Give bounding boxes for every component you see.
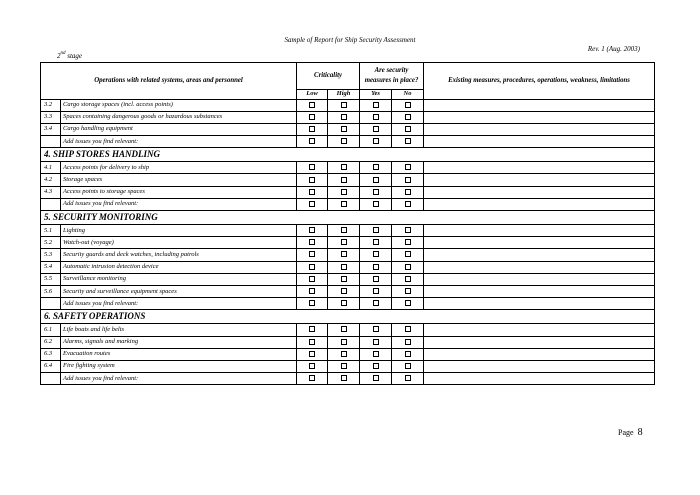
checkbox-no[interactable] — [405, 251, 411, 257]
checkbox-high[interactable] — [341, 351, 347, 357]
checkbox-yes[interactable] — [373, 339, 379, 345]
checkbox-high[interactable] — [341, 339, 347, 345]
section-header-row — [41, 211, 655, 225]
section-title: 4. SHIP STORES HANDLING — [41, 148, 655, 162]
checkbox-no-cell — [392, 298, 424, 310]
checkbox-no[interactable] — [405, 363, 411, 369]
checkbox-no[interactable] — [405, 138, 411, 144]
checkbox-low[interactable] — [309, 339, 315, 345]
checkbox-low[interactable] — [309, 227, 315, 233]
row-number: 5.2 — [41, 237, 61, 249]
existing-measures-cell[interactable] — [424, 225, 655, 237]
checkbox-no[interactable] — [405, 300, 411, 306]
checkbox-low[interactable] — [309, 326, 315, 332]
row-label: Fire fighting system — [61, 360, 297, 372]
checkbox-no-cell — [392, 99, 424, 111]
row-label: Storage spaces — [61, 174, 297, 186]
checkbox-yes[interactable] — [373, 351, 379, 357]
checkbox-no-cell — [392, 111, 424, 123]
row-label: Cargo storage spaces (incl. access points) — [61, 99, 297, 111]
checkbox-no-cell — [392, 123, 424, 135]
checkbox-high-cell — [328, 237, 360, 249]
checkbox-low[interactable] — [309, 189, 315, 195]
checkbox-low-cell — [297, 225, 328, 237]
checkbox-high-cell — [328, 285, 360, 297]
row-number: 4.3 — [41, 186, 61, 198]
row-number: 3.2 — [41, 99, 61, 111]
checkbox-high[interactable] — [341, 126, 347, 132]
checkbox-high[interactable] — [341, 189, 347, 195]
checkbox-low-cell — [297, 336, 328, 348]
checkbox-low[interactable] — [309, 239, 315, 245]
checkbox-yes[interactable] — [373, 227, 379, 233]
checkbox-yes[interactable] — [373, 102, 379, 108]
table-body — [41, 99, 655, 385]
stage-suffix: nd — [60, 51, 66, 56]
row-label: Add issues you find relevant: — [61, 136, 297, 148]
checkbox-low-cell — [297, 285, 328, 297]
subheader-low: Low — [297, 90, 328, 100]
row-label: Security guards and deck watches, including patrols — [61, 249, 297, 261]
checkbox-no-cell — [392, 261, 424, 273]
checkbox-yes-cell — [360, 261, 392, 273]
existing-measures-cell[interactable] — [424, 198, 655, 210]
checkbox-yes-cell — [360, 225, 392, 237]
checkbox-high-cell — [328, 348, 360, 360]
checkbox-no[interactable] — [405, 375, 411, 381]
checkbox-yes-cell — [360, 373, 392, 385]
checkbox-low-cell — [297, 298, 328, 310]
table-row — [41, 298, 655, 310]
checkbox-high-cell — [328, 111, 360, 123]
checkbox-low-cell — [297, 136, 328, 148]
checkbox-yes-cell — [360, 348, 392, 360]
section-header-row — [41, 310, 655, 324]
checkbox-low[interactable] — [309, 276, 315, 282]
checkbox-low-cell — [297, 99, 328, 111]
checkbox-no[interactable] — [405, 351, 411, 357]
table-row — [41, 261, 655, 273]
checkbox-no-cell — [392, 162, 424, 174]
subheader-high: High — [328, 90, 360, 100]
checkbox-yes-cell — [360, 111, 392, 123]
row-number — [41, 298, 61, 310]
checkbox-low-cell — [297, 249, 328, 261]
row-label: Watch-out (voyage) — [61, 237, 297, 249]
checkbox-low-cell — [297, 198, 328, 210]
checkbox-high[interactable] — [341, 177, 347, 183]
row-number: 4.2 — [41, 174, 61, 186]
checkbox-high[interactable] — [341, 164, 347, 170]
checkbox-no-cell — [392, 198, 424, 210]
checkbox-yes[interactable] — [373, 177, 379, 183]
checkbox-yes[interactable] — [373, 164, 379, 170]
checkbox-yes[interactable] — [373, 363, 379, 369]
checkbox-low[interactable] — [309, 102, 315, 108]
col-header-criticality: Criticality — [297, 63, 360, 90]
checkbox-low[interactable] — [309, 251, 315, 257]
checkbox-low[interactable] — [309, 138, 315, 144]
checkbox-yes-cell — [360, 99, 392, 111]
checkbox-yes[interactable] — [373, 126, 379, 132]
checkbox-no[interactable] — [405, 227, 411, 233]
table-row — [41, 99, 655, 111]
revision-label: Rev. 1 (Aug. 2003) — [587, 45, 640, 53]
checkbox-no[interactable] — [405, 102, 411, 108]
checkbox-high-cell — [328, 249, 360, 261]
existing-measures-cell[interactable] — [424, 324, 655, 336]
checkbox-high-cell — [328, 123, 360, 135]
checkbox-no-cell — [392, 348, 424, 360]
checkbox-no-cell — [392, 174, 424, 186]
subheader-yes: Yes — [360, 90, 392, 100]
checkbox-high-cell — [328, 298, 360, 310]
existing-measures-cell[interactable] — [424, 162, 655, 174]
checkbox-yes-cell — [360, 285, 392, 297]
table-row — [41, 225, 655, 237]
checkbox-no[interactable] — [405, 126, 411, 132]
checkbox-no-cell — [392, 360, 424, 372]
checkbox-low-cell — [297, 373, 328, 385]
checkbox-yes[interactable] — [373, 300, 379, 306]
stage-number: 2 — [57, 52, 61, 60]
existing-measures-cell[interactable] — [424, 348, 655, 360]
checkbox-yes-cell — [360, 249, 392, 261]
checkbox-no[interactable] — [405, 164, 411, 170]
checkbox-yes[interactable] — [373, 288, 379, 294]
assessment-table — [40, 62, 655, 385]
checkbox-yes-cell — [360, 186, 392, 198]
checkbox-no-cell — [392, 285, 424, 297]
checkbox-low[interactable] — [309, 201, 315, 207]
col-header-existing-measures: Existing measures, procedures, operations, weakness, limitations — [424, 63, 655, 100]
checkbox-yes[interactable] — [373, 138, 379, 144]
checkbox-yes-cell — [360, 298, 392, 310]
row-label: Add issues you find relevant: — [61, 373, 297, 385]
row-label: Lighting — [61, 225, 297, 237]
checkbox-low-cell — [297, 162, 328, 174]
existing-measures-cell[interactable] — [424, 261, 655, 273]
row-number: 6.1 — [41, 324, 61, 336]
row-label: Security and surveillance equipment spaces — [61, 285, 297, 297]
checkbox-high[interactable] — [341, 138, 347, 144]
checkbox-yes-cell — [360, 123, 392, 135]
checkbox-high-cell — [328, 324, 360, 336]
checkbox-no-cell — [392, 237, 424, 249]
checkbox-low-cell — [297, 348, 328, 360]
table-row — [41, 162, 655, 174]
table-row — [41, 123, 655, 135]
row-number — [41, 136, 61, 148]
row-label: Access points for delivery to ship — [61, 162, 297, 174]
checkbox-high[interactable] — [341, 102, 347, 108]
row-number: 5.3 — [41, 249, 61, 261]
checkbox-yes-cell — [360, 237, 392, 249]
checkbox-no[interactable] — [405, 276, 411, 282]
checkbox-no[interactable] — [405, 201, 411, 207]
checkbox-yes-cell — [360, 162, 392, 174]
checkbox-high[interactable] — [341, 288, 347, 294]
checkbox-high[interactable] — [341, 375, 347, 381]
row-label: Alarms, signals and marking — [61, 336, 297, 348]
row-number: 6.4 — [41, 360, 61, 372]
checkbox-high[interactable] — [341, 114, 347, 120]
checkbox-high[interactable] — [341, 276, 347, 282]
table-row — [41, 285, 655, 297]
section-header-row — [41, 148, 655, 162]
checkbox-no[interactable] — [405, 326, 411, 332]
existing-measures-cell[interactable] — [424, 360, 655, 372]
row-number: 5.4 — [41, 261, 61, 273]
checkbox-low-cell — [297, 186, 328, 198]
checkbox-low-cell — [297, 273, 328, 285]
row-number: 4.1 — [41, 162, 61, 174]
checkbox-yes[interactable] — [373, 189, 379, 195]
checkbox-no-cell — [392, 273, 424, 285]
checkbox-high-cell — [328, 336, 360, 348]
checkbox-low[interactable] — [309, 288, 315, 294]
existing-measures-cell[interactable] — [424, 237, 655, 249]
existing-measures-cell[interactable] — [424, 99, 655, 111]
checkbox-low[interactable] — [309, 375, 315, 381]
row-number: 5.6 — [41, 285, 61, 297]
existing-measures-cell[interactable] — [424, 174, 655, 186]
checkbox-no-cell — [392, 324, 424, 336]
checkbox-no-cell — [392, 136, 424, 148]
checkbox-high-cell — [328, 360, 360, 372]
existing-measures-cell[interactable] — [424, 186, 655, 198]
col-header-security-measures: Are security measures in place? — [360, 63, 424, 90]
table-row — [41, 174, 655, 186]
checkbox-yes[interactable] — [373, 201, 379, 207]
section-title: 6. SAFETY OPERATIONS — [41, 310, 655, 324]
checkbox-high-cell — [328, 261, 360, 273]
checkbox-no[interactable] — [405, 339, 411, 345]
row-label: Add issues you find relevant: — [61, 198, 297, 210]
table-row — [41, 336, 655, 348]
table-row — [41, 111, 655, 123]
row-label: Access points to storage spaces — [61, 186, 297, 198]
stage-label — [57, 52, 82, 60]
checkbox-yes-cell — [360, 360, 392, 372]
checkbox-low[interactable] — [309, 126, 315, 132]
checkbox-yes-cell — [360, 336, 392, 348]
checkbox-yes[interactable] — [373, 114, 379, 120]
row-label: Automatic intrusion detection device — [61, 261, 297, 273]
checkbox-high[interactable] — [341, 227, 347, 233]
table-row — [41, 273, 655, 285]
checkbox-low[interactable] — [309, 264, 315, 270]
document-title: Sample of Report for Ship Security Assessment — [284, 36, 416, 44]
checkbox-yes[interactable] — [373, 276, 379, 282]
checkbox-low-cell — [297, 360, 328, 372]
row-label: Evacuation routes — [61, 348, 297, 360]
row-number: 3.4 — [41, 123, 61, 135]
subheader-no: No — [392, 90, 424, 100]
table-row — [41, 198, 655, 210]
checkbox-no-cell — [392, 373, 424, 385]
checkbox-no[interactable] — [405, 189, 411, 195]
row-number: 6.2 — [41, 336, 61, 348]
checkbox-no[interactable] — [405, 288, 411, 294]
checkbox-no[interactable] — [405, 177, 411, 183]
table-row — [41, 136, 655, 148]
checkbox-low-cell — [297, 111, 328, 123]
checkbox-yes-cell — [360, 273, 392, 285]
checkbox-low[interactable] — [309, 177, 315, 183]
checkbox-no[interactable] — [405, 264, 411, 270]
checkbox-high-cell — [328, 174, 360, 186]
checkbox-high[interactable] — [341, 201, 347, 207]
checkbox-yes[interactable] — [373, 375, 379, 381]
checkbox-yes-cell — [360, 324, 392, 336]
page-number — [618, 427, 643, 438]
checkbox-high[interactable] — [341, 251, 347, 257]
row-number: 5.5 — [41, 273, 61, 285]
checkbox-yes[interactable] — [373, 326, 379, 332]
checkbox-no-cell — [392, 225, 424, 237]
col-header-operations: Operations with related systems, areas and personnel — [41, 63, 297, 100]
checkbox-high[interactable] — [341, 363, 347, 369]
checkbox-low[interactable] — [309, 351, 315, 357]
checkbox-yes[interactable] — [373, 251, 379, 257]
checkbox-low[interactable] — [309, 164, 315, 170]
table-row — [41, 360, 655, 372]
checkbox-high-cell — [328, 273, 360, 285]
checkbox-low-cell — [297, 123, 328, 135]
checkbox-low-cell — [297, 324, 328, 336]
checkbox-no[interactable] — [405, 114, 411, 120]
row-label: Add issues you find relevant: — [61, 298, 297, 310]
checkbox-high-cell — [328, 136, 360, 148]
checkbox-low-cell — [297, 261, 328, 273]
row-number — [41, 373, 61, 385]
checkbox-no[interactable] — [405, 239, 411, 245]
row-label: Spaces containing dangerous goods or hazardous substances — [61, 111, 297, 123]
checkbox-low-cell — [297, 174, 328, 186]
checkbox-high-cell — [328, 373, 360, 385]
checkbox-no-cell — [392, 336, 424, 348]
checkbox-low[interactable] — [309, 300, 315, 306]
table-row — [41, 249, 655, 261]
checkbox-high[interactable] — [341, 239, 347, 245]
existing-measures-cell[interactable] — [424, 373, 655, 385]
checkbox-yes-cell — [360, 136, 392, 148]
checkbox-low[interactable] — [309, 114, 315, 120]
checkbox-high[interactable] — [341, 300, 347, 306]
checkbox-high[interactable] — [341, 264, 347, 270]
page-label: Page — [618, 428, 634, 437]
checkbox-yes[interactable] — [373, 239, 379, 245]
checkbox-high-cell — [328, 225, 360, 237]
checkbox-yes[interactable] — [373, 264, 379, 270]
row-number: 5.1 — [41, 225, 61, 237]
row-number: 6.3 — [41, 348, 61, 360]
table-row — [41, 324, 655, 336]
row-number — [41, 198, 61, 210]
existing-measures-cell[interactable] — [424, 273, 655, 285]
checkbox-high[interactable] — [341, 326, 347, 332]
checkbox-no-cell — [392, 249, 424, 261]
checkbox-yes-cell — [360, 174, 392, 186]
row-label: Surveillance monitoring — [61, 273, 297, 285]
checkbox-high-cell — [328, 99, 360, 111]
existing-measures-cell[interactable] — [424, 123, 655, 135]
checkbox-no-cell — [392, 186, 424, 198]
checkbox-high-cell — [328, 198, 360, 210]
row-number: 3.3 — [41, 111, 61, 123]
table-row — [41, 237, 655, 249]
existing-measures-cell[interactable] — [424, 111, 655, 123]
existing-measures-cell[interactable] — [424, 249, 655, 261]
existing-measures-cell[interactable] — [424, 285, 655, 297]
checkbox-low-cell — [297, 237, 328, 249]
checkbox-high-cell — [328, 186, 360, 198]
stage-text: stage — [67, 52, 83, 60]
checkbox-yes-cell — [360, 198, 392, 210]
table-row — [41, 186, 655, 198]
checkbox-low[interactable] — [309, 363, 315, 369]
existing-measures-cell[interactable] — [424, 136, 655, 148]
existing-measures-cell[interactable] — [424, 298, 655, 310]
section-title: 5. SECURITY MONITORING — [41, 211, 655, 225]
table-row — [41, 348, 655, 360]
checkbox-high-cell — [328, 162, 360, 174]
row-label: Cargo handling equipment — [61, 123, 297, 135]
existing-measures-cell[interactable] — [424, 336, 655, 348]
table-row — [41, 373, 655, 385]
page-number-value: 8 — [637, 427, 643, 438]
row-label: Life boats and life belts — [61, 324, 297, 336]
